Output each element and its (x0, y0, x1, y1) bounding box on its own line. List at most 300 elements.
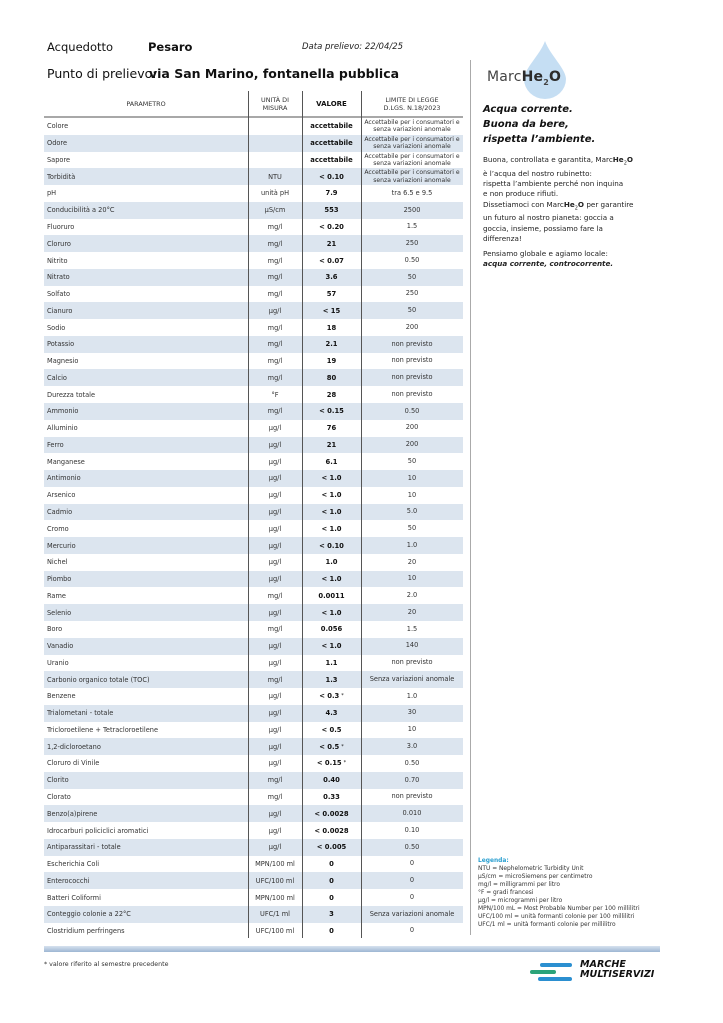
parameter-value-text: 553 (324, 206, 339, 215)
para-text: un futuro al nostro pianeta: goccia a (483, 213, 614, 223)
parameter-value (302, 252, 361, 269)
table-row (44, 554, 463, 571)
parameter-value (302, 537, 361, 554)
parameter-name (47, 470, 247, 487)
parameter-value-text: < 0.005 (316, 843, 347, 852)
parameter-unit-text: mg/l (267, 625, 283, 634)
parameter-value-text: < 0.0028 (314, 809, 349, 818)
parameter-limit-text: 200 (405, 440, 419, 449)
parameter-name (47, 520, 247, 537)
parameter-value (302, 923, 361, 940)
parameter-limit (361, 319, 463, 336)
parameter-unit-text: mg/l (267, 256, 283, 265)
parameter-limit (361, 856, 463, 873)
tagline-line: Acqua corrente. (483, 104, 573, 115)
parameter-name (47, 688, 247, 705)
parameter-unit (248, 202, 302, 219)
parameter-name-text: Piombo (47, 575, 72, 584)
brand-inline: 2 (623, 160, 627, 167)
para-text: per garantire (584, 199, 634, 209)
parameter-name-text: Boro (47, 625, 63, 634)
parameter-name (47, 571, 247, 588)
legend-item: UFC/1 ml = unità formanti colonie per millilitro (478, 922, 616, 928)
parameter-limit (361, 269, 463, 286)
punto-prelievo-label: Punto di prelievo: (47, 66, 157, 81)
parameter-limit (361, 655, 463, 672)
parameter-value-text: 0 (329, 893, 334, 902)
parameter-name (47, 604, 247, 621)
parameter-value (302, 755, 361, 772)
parameter-value-text: < 1.0 (321, 575, 342, 584)
sidebar-divider (470, 60, 471, 935)
parameter-unit (248, 923, 302, 940)
parameter-name (47, 805, 247, 822)
table-row (44, 738, 463, 755)
tagline-line: Buona da bere, (483, 119, 569, 130)
parameter-limit (361, 504, 463, 521)
parameter-name-text: Batteri Coliformi (47, 893, 101, 902)
parameter-unit-text: mg/l (267, 407, 283, 416)
parameter-unit-text: mg/l (267, 357, 283, 366)
parameter-unit-text: µg/l (268, 843, 282, 852)
parameter-name (47, 755, 247, 772)
para-text: differenza! (483, 233, 522, 243)
table-row (44, 269, 463, 286)
para-text: goccia, insieme, possiamo fare la (483, 223, 603, 233)
parameter-unit (248, 688, 302, 705)
logo-text (580, 960, 654, 980)
table-row (44, 487, 463, 504)
parameter-name (47, 822, 247, 839)
col-unita (248, 91, 302, 116)
parameter-value (302, 168, 361, 185)
data-prelievo-value: 22/04/25 (364, 42, 404, 52)
parameter-unit-text: UFC/100 ml (255, 876, 295, 885)
parameter-value (302, 655, 361, 672)
parameter-limit (361, 638, 463, 655)
parameter-name-text: 1,2-dicloroetano (47, 742, 101, 751)
parameter-name (47, 889, 247, 906)
parameter-limit-text: non previsto (391, 389, 433, 398)
parameter-unit (248, 604, 302, 621)
parameter-unit (248, 571, 302, 588)
parameter-value-text: < 0.10 (319, 541, 344, 550)
parameter-limit-text: 0.010 (402, 809, 422, 818)
table-row (44, 453, 463, 470)
parameter-unit (248, 621, 302, 638)
parameter-unit (248, 470, 302, 487)
parameter-limit-text: 2.0 (406, 591, 418, 600)
marche2o-logo (487, 69, 561, 87)
parameter-value-text: < 1.0 (321, 608, 342, 617)
parameter-unit (248, 872, 302, 889)
parameter-unit (248, 152, 302, 169)
parameter-name (47, 504, 247, 521)
parameter-name (47, 135, 247, 152)
parameter-value (302, 487, 361, 504)
parameter-unit-text: mg/l (267, 340, 283, 349)
table-row (44, 872, 463, 889)
col-parametro: PARAMETRO (126, 99, 166, 108)
parameter-unit-text: µg/l (268, 642, 282, 651)
parameter-limit (361, 872, 463, 889)
table-row (44, 369, 463, 386)
parameter-limit (361, 386, 463, 403)
acquedotto-label: Acquedotto (47, 40, 114, 54)
parameter-name-text: Alluminio (47, 424, 78, 433)
parameter-name (47, 369, 247, 386)
parameter-value-text: < 1.0 (321, 642, 342, 651)
parameter-unit (248, 269, 302, 286)
parameter-name (47, 420, 247, 437)
parameter-unit-text: µg/l (268, 742, 282, 751)
parameter-unit (248, 722, 302, 739)
parameter-unit (248, 755, 302, 772)
parameter-name-text: Nitrito (47, 256, 68, 265)
parameter-limit-text: 140 (405, 641, 419, 650)
table-row (44, 621, 463, 638)
parameter-value (302, 738, 361, 755)
parameter-unit-text: µg/l (268, 491, 282, 500)
parameter-name (47, 168, 247, 185)
parameter-unit (248, 487, 302, 504)
parameter-name (47, 202, 247, 219)
parameter-value (302, 839, 361, 856)
parameter-unit-text: µg/l (268, 440, 282, 449)
parameter-value-text: 7.9 (325, 189, 338, 198)
parameter-limit-text: 5.0 (406, 507, 418, 516)
parameter-unit (248, 386, 302, 403)
parameter-limit-text: 1.0 (406, 691, 418, 700)
parameter-limit-text: 10 (407, 574, 417, 583)
punto-prelievo-value: via San Marino, fontanella pubblica (149, 66, 400, 81)
parameter-value-text: 1.1 (325, 658, 338, 667)
parameter-limit (361, 722, 463, 739)
parameter-limit (361, 805, 463, 822)
parameter-name (47, 705, 247, 722)
parameter-unit-text: µg/l (268, 474, 282, 483)
parameter-unit (248, 705, 302, 722)
tagline-line: rispetta l’ambiente. (483, 134, 596, 145)
acquedotto-value: Pesaro (148, 40, 193, 54)
parameter-limit-text: non previsto (391, 356, 433, 365)
logo-stripe-icon (538, 977, 572, 981)
parameter-limit (361, 906, 463, 923)
legend-item: µg/l = microgrammi per litro (478, 898, 563, 904)
parameter-value (302, 621, 361, 638)
parameter-limit (361, 135, 463, 152)
parameter-unit (248, 822, 302, 839)
logo-stripe-icon (540, 963, 572, 967)
parameter-value-text: 18 (326, 323, 337, 332)
parameter-limit-text: 0.50 (404, 406, 420, 415)
parameter-name (47, 487, 247, 504)
parameter-unit-text: mg/l (267, 323, 283, 332)
parameter-limit-text: 10 (407, 490, 417, 499)
table-row (44, 587, 463, 604)
parameter-unit-text: µg/l (268, 524, 282, 533)
col-valore: VALORE (316, 99, 347, 108)
parameter-value (302, 269, 361, 286)
parameter-name-text: Cromo (47, 524, 69, 533)
parameter-name-text: Conteggio colonie a 22°C (47, 910, 131, 919)
parameter-value (302, 235, 361, 252)
parameter-limit-text: 50 (407, 456, 417, 465)
parameter-value-text: accettabile (310, 122, 353, 131)
parameter-unit (248, 235, 302, 252)
table-row (44, 822, 463, 839)
parameter-unit (248, 789, 302, 806)
parameter-value-text: < 15 (322, 306, 341, 315)
parameter-unit (248, 219, 302, 236)
para-text: è l’acqua del nostro rubinetto: (483, 168, 592, 178)
parameter-limit (361, 487, 463, 504)
parameter-limit (361, 420, 463, 437)
table-row (44, 655, 463, 672)
parameter-value-text: 57 (326, 290, 337, 299)
brand-suffix: O (549, 69, 562, 85)
parameter-value (302, 587, 361, 604)
parameter-unit-text: µg/l (268, 424, 282, 433)
parameter-name-text: Potassio (47, 340, 75, 349)
parameter-limit-text: Accettabile per i consumatori e senza variazioni anomale (364, 118, 460, 134)
parameter-unit (248, 889, 302, 906)
parameter-limit (361, 185, 463, 202)
parameter-name (47, 738, 247, 755)
parameter-value (302, 671, 361, 688)
parameter-name-text: Colore (47, 122, 69, 131)
parameter-name (47, 587, 247, 604)
table-row (44, 923, 463, 940)
column-divider (302, 91, 303, 938)
parameter-limit (361, 235, 463, 252)
parameter-limit-text: 1.0 (406, 540, 418, 549)
parameter-value-text: < 0.0028 (314, 826, 349, 835)
column-divider (248, 91, 249, 938)
parameter-limit (361, 470, 463, 487)
parameter-name-text: Antiparassitari - totale (47, 843, 121, 852)
parameter-unit (248, 185, 302, 202)
parameter-limit-text: non previsto (391, 658, 433, 667)
parameter-value-text: accettabile (310, 139, 353, 148)
parameter-unit (248, 839, 302, 856)
table-row (44, 135, 463, 152)
parameter-value-text: < 0.3 (319, 692, 340, 701)
parameter-name-text: Uranio (47, 658, 69, 667)
parameter-unit-text: µg/l (268, 658, 282, 667)
parameter-unit (248, 168, 302, 185)
parameter-unit-text: mg/l (267, 793, 283, 801)
parameter-limit (361, 453, 463, 470)
parameter-value (302, 135, 361, 152)
parameter-value (302, 118, 361, 135)
parameter-unit-text: µg/l (268, 608, 282, 617)
parameter-name-text: Vanadio (47, 642, 74, 651)
parameter-limit-text: 3.0 (406, 742, 418, 750)
logo-stripe-icon (530, 970, 556, 974)
parameter-limit (361, 889, 463, 906)
data-prelievo-label: Data prelievo: (302, 42, 363, 52)
parameter-value-text: 3.6 (325, 273, 338, 282)
parameter-value (302, 504, 361, 521)
parameter-limit-text: 50 (407, 524, 417, 533)
parameter-value-text: < 0.07 (319, 256, 344, 265)
parameter-limit-text: 20 (407, 607, 417, 616)
parameter-unit (248, 302, 302, 319)
parameter-name (47, 437, 247, 454)
legend-item: °F = gradi francesi (478, 890, 534, 896)
parameter-limit-text: 0.50 (404, 758, 420, 767)
parameter-limit-text: 0 (409, 859, 415, 868)
legend-item: µS/cm = microSiemens per centimetro (478, 874, 593, 880)
parameter-unit-text: mg/l (267, 239, 283, 248)
parameter-unit (248, 638, 302, 655)
parameter-limit (361, 118, 463, 135)
parameter-name (47, 152, 247, 169)
table-row (44, 755, 463, 772)
parameter-limit-text: 20 (407, 557, 417, 566)
parameter-limit-text: 0 (409, 876, 415, 885)
parameter-value-text: < 1.0 (321, 491, 342, 500)
parameter-unit-text: UFC/100 ml (255, 927, 295, 936)
parameter-value-text: 1.0 (325, 558, 338, 567)
footnote-marker: * (341, 693, 344, 700)
parameter-unit-text: NTU (268, 172, 282, 181)
parameter-name-text: Tricloroetilene + Tetracloroetilene (47, 725, 158, 734)
parameter-unit (248, 135, 302, 152)
parameter-name-text: Rame (47, 591, 66, 600)
footnote-marker: * (341, 743, 344, 750)
table-row (44, 604, 463, 621)
parameter-value (302, 872, 361, 889)
footnote-marker: * (343, 760, 347, 767)
parameter-limit (361, 219, 463, 236)
parameter-unit-text: mg/l (267, 222, 283, 231)
parameter-limit-text: non previsto (391, 373, 433, 382)
table-row (44, 520, 463, 537)
table-row (44, 688, 463, 705)
parameter-limit-text: 1.5 (406, 222, 418, 231)
parameter-name-text: Torbidità (47, 172, 76, 181)
parameter-name-text: Sodio (47, 323, 66, 332)
parameter-value-text: 21 (326, 239, 337, 248)
parameter-unit-text: µg/l (268, 826, 282, 835)
parameter-unit (248, 286, 302, 303)
column-divider (361, 91, 362, 938)
parameter-value (302, 386, 361, 403)
parameter-value (302, 302, 361, 319)
parameter-name-text: Nichel (47, 558, 68, 567)
logo-line1: MARCHE (580, 959, 626, 970)
parameter-name (47, 252, 247, 269)
legend (478, 857, 640, 929)
parameter-name-text: pH (47, 189, 57, 198)
motto-paragraph (483, 249, 668, 270)
parameter-unit (248, 554, 302, 571)
parameter-name-text: Cloruro di Vinile (47, 759, 100, 768)
brand-inline: He (563, 199, 575, 209)
parameter-name (47, 621, 247, 638)
parameter-unit (248, 420, 302, 437)
parameter-limit-text: 50 (407, 272, 417, 281)
parameter-name-text: Trialometani - totale (47, 709, 114, 718)
parameter-name-text: Clorato (47, 793, 71, 801)
parameter-name (47, 269, 247, 286)
parameter-name-text: Clorito (47, 776, 69, 785)
parameter-name (47, 872, 247, 889)
parameter-value-text: accettabile (310, 155, 353, 164)
data-prelievo (302, 42, 403, 52)
parameter-value-text: 0.40 (323, 776, 340, 785)
parameter-unit-text: mg/l (267, 290, 283, 299)
parameter-limit (361, 286, 463, 303)
parameter-limit (361, 755, 463, 772)
table-row (44, 437, 463, 454)
parameter-name-text: Benzo(a)pirene (47, 809, 98, 818)
parameter-value (302, 353, 361, 370)
parameter-unit (248, 587, 302, 604)
table-row (44, 789, 463, 806)
parameter-unit-text: mg/l (267, 675, 283, 684)
parameter-unit (248, 403, 302, 420)
parameter-limit (361, 302, 463, 319)
parameter-unit-text: mg/l (267, 273, 283, 282)
parameter-limit (361, 437, 463, 454)
parameter-unit-text: MPN/100 ml (255, 860, 295, 869)
parameter-limit-text: Senza variazioni anomale (369, 674, 455, 683)
parameter-name (47, 722, 247, 739)
para-text: e non produce rifiuti. (483, 189, 559, 199)
parameter-value-text: 6.1 (325, 457, 338, 466)
parameter-name-text: Conducibilità a 20°C (47, 206, 115, 215)
parameter-name-text: Fluoruro (47, 222, 75, 231)
parameter-unit (248, 319, 302, 336)
legend-item: MPN/100 mL = Most Probable Number per 100 millilitri (478, 906, 640, 912)
parameter-limit-text: 0.50 (404, 842, 420, 851)
parameter-name-text: Cadmio (47, 507, 73, 516)
parameter-limit (361, 587, 463, 604)
parameter-name-text: Clostridium perfringens (47, 927, 125, 936)
table-row (44, 638, 463, 655)
parameter-name (47, 235, 247, 252)
parameter-unit (248, 353, 302, 370)
table-row (44, 504, 463, 521)
parameter-limit (361, 772, 463, 789)
parameter-limit (361, 822, 463, 839)
parameter-limit-text: 200 (405, 322, 419, 331)
parameter-unit (248, 772, 302, 789)
parameter-value (302, 453, 361, 470)
parameter-name (47, 906, 247, 923)
brand-inline: 2 (574, 205, 578, 212)
motto-line-bold: acqua corrente, controcorrente. (483, 259, 614, 269)
parameter-unit-text: µg/l (268, 809, 282, 818)
parameter-unit (248, 856, 302, 873)
parameter-name (47, 403, 247, 420)
parameter-name (47, 772, 247, 789)
parameter-name (47, 302, 247, 319)
table-row (44, 722, 463, 739)
parameter-name (47, 219, 247, 236)
parameter-value-text: < 1.0 (321, 474, 342, 483)
parameter-value-text: < 1.0 (321, 524, 342, 533)
table-row (44, 152, 463, 169)
parameter-value (302, 369, 361, 386)
description-paragraph (483, 155, 668, 244)
parameter-unit-text: µg/l (268, 575, 282, 584)
parameter-name-text: Manganese (47, 457, 85, 466)
parameter-name (47, 386, 247, 403)
